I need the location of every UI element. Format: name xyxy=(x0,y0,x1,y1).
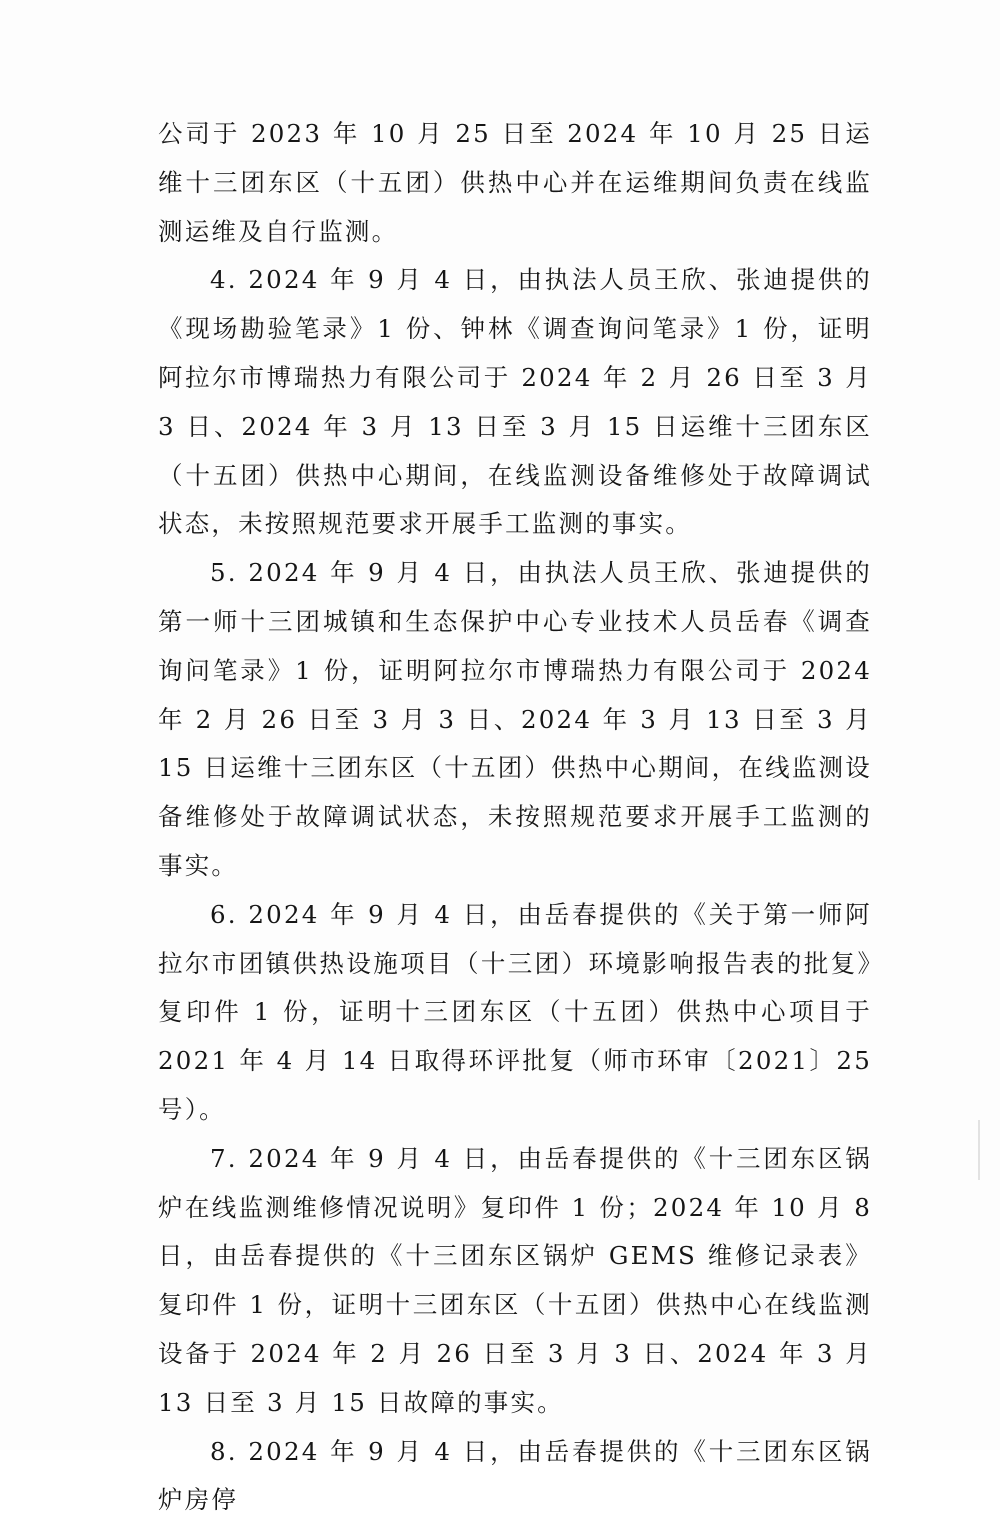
paragraph-evidence-8: 8. 2024 年 9 月 4 日，由岳春提供的《十三团东区锅炉房停 xyxy=(158,1436,872,1515)
paragraph-evidence-7: 7. 2024 年 9 月 4 日，由岳春提供的《十三团东区锅炉在线监测维修情况说明》复印件 1 份；2024 年 10 月 8 日，由岳春提供的《十三团东区锅炉 GEMS 维修记录表》复印件 1 份，证明十三团东区（十五团）供热中心在线监测设备于 2024 年 2 月 26 日至 3 月 3 日、2024 年 3 月 13 日至 3 月 15 日故障的事实。 xyxy=(158,1143,872,1417)
paragraph-evidence-6: 6. 2024 年 9 月 4 日，由岳春提供的《关于第一师阿拉尔市团镇供热设施项目（十三团）环境影响报告表的批复》复印件 1 份，证明十三团东区（十五团）供热中心项目于 2021 年 4 月 14 日取得环评批复（师市环审〔2021〕25 号）。 xyxy=(158,899,872,1124)
document-body xyxy=(158,110,872,1525)
paragraph-evidence-4: 4. 2024 年 9 月 4 日，由执法人员王欣、张迪提供的《现场勘验笔录》1 份、钟林《调查询问笔录》1 份，证明阿拉尔市博瑞热力有限公司于 2024 年 2 月 26 日至 3 月 3 日、2024 年 3 月 13 日至 3 月 15 日运维十三团东区（十五团）供热中心期间，在线监测设备维修处于故障调试状态，未按照规范要求开展手工监测的事实。 xyxy=(158,265,872,539)
paragraph-continuation: 公司于 2023 年 10 月 25 日至 2024 年 10 月 25 日运维十三团东区（十五团）供热中心并在运维期间负责在线监测运维及自行监测。 xyxy=(158,119,872,246)
paragraph-evidence-5: 5. 2024 年 9 月 4 日，由执法人员王欣、张迪提供的第一师十三团城镇和生态保护中心专业技术人员岳春《调查询问笔录》1 份，证明阿拉尔市博瑞热力有限公司于 2024 年 2 月 26 日至 3 月 3 日、2024 年 3 月 13 日至 3 月 15 日运维十三团东区（十五团）供热中心期间，在线监测设备维修处于故障调试状态，未按照规范要求开展手工监测的事实。 xyxy=(158,558,872,880)
scan-edge-mark xyxy=(978,1120,980,1180)
